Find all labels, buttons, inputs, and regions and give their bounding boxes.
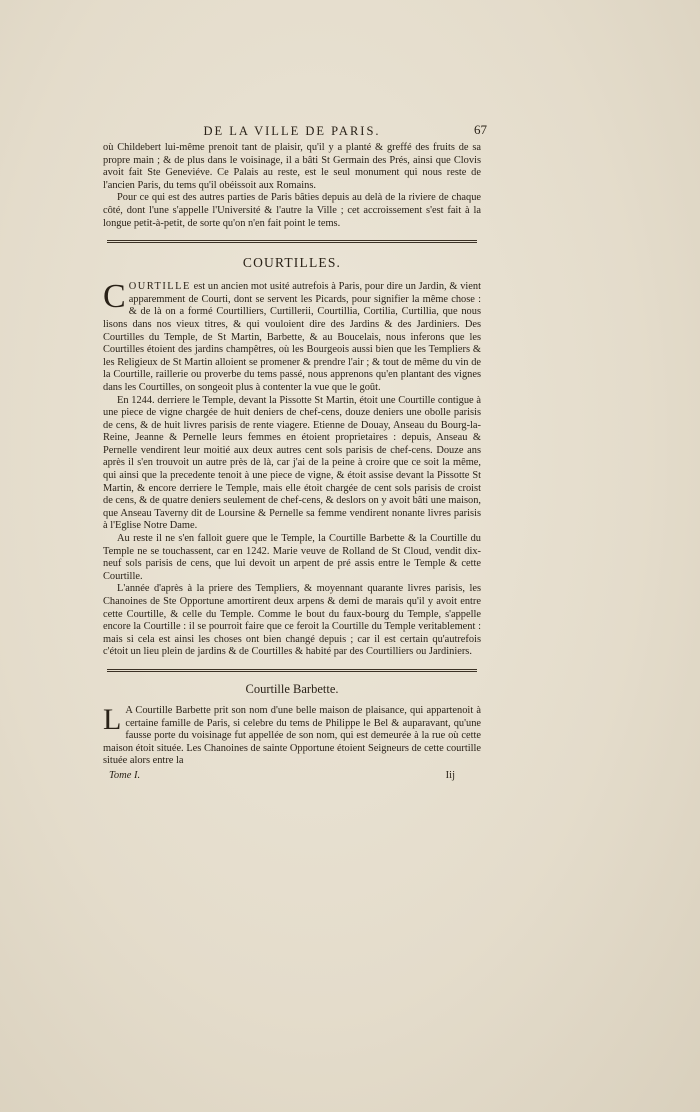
section-paragraph-1	[103, 278, 481, 394]
drop-cap: L	[103, 702, 122, 736]
subsection-divider-rule	[107, 669, 477, 672]
section-paragraph-3: Au reste il ne s'en falloit guere que le Temple, la Courtille Barbette & la Courtille du Temple ne se touchassent, car en 1242. Marie veuve de Rolland de St Cloud, vendit dix-neuf sols parisis de cens, que lui devoit un arpent de pré assis entre le Temple & cette Courtille.	[103, 533, 481, 582]
page-footer	[103, 770, 481, 784]
intro-paragraph-1: où Childebert lui-même prenoit tant de plaisir, qu'il y a planté & greffé des fruits de sa propre main ; & de plus dans le voisinage, il a bâti St Germain des Prés, ainsi que Clovis avoit fait Ste Geneviéve. Ce Palais au reste, est le seul monument qui nous reste de l'ancien Paris, du tems qu'il obéissoit aux Romains.	[103, 142, 481, 191]
section-paragraph-2: En 1244. derriere le Temple, devant la Pissotte St Martin, étoit une Courtille contigue à une piece de vigne chargée de huit deniers de chef-cens, douze deniers une obolle parisis de cens, & de huit livres parisis de rente viagere. Etienne de Douay, Anseau du Bourg-la-Reine, Jeanne & Pernelle leurs femmes en étoient proprietaires : depuis, Anseau & Pernelle vendirent leur moitié aux deux autres cent sols parisis de chef-cens. Douze ans après il s'en trouvoit un autre près de là, car j'ai de la peine à croire que ce soit la même, qui ainsi que la precedente tenoit à une piece de vigne, & étoit assise devant la Pissotte St Martin, & encore derriere le Temple, mais elle étoit chargée de cent sols parisis de croist de cens, & de quatre deniers seulement de chef-cens, & deslors on y avoit bâti une maison, que Anseau Taverny dit de Loursine & Pernelle sa femme vendirent nonante livres parisis à l'Eglise Notre Dame.	[103, 394, 481, 532]
volume-label: Tome I.	[109, 769, 141, 781]
section-paragraph-1-text: est un ancien mot usité autrefois à Paris, pour dire un Jardin, & vient apparemment de Courti, dont se servent les Picards, pour signifier la même chose : & de là on a formé Courtilliers, Curtillerii, Courtillia, Cortilia, Curtillia, que nous lisons dans nos vieux titres, & qui vouloient dire des Jardins & des Jardiniers. Des Courtilles du Temple, de St Martin, Barbette, & au Boucelais, nous inferons que les Courtilles étoient des jardins champêtres, où les Bourgeois aussi bien que les Templiers & les Religieux de St Martin alloient se promener & prendre l'air ; & tout de même du vin de la Courtille, raillerie ou proverbe du tems passé, nous apprenons qu'en plantant des vignes dans les Courtilles, on songeoit plus à contenter la vue que le goût.	[103, 281, 481, 393]
running-head	[103, 122, 487, 140]
subsection-title: Courtille Barbette.	[245, 681, 339, 696]
intro-paragraph-2: Pour ce qui est des autres parties de Paris bâties depuis au delà de la riviere de chaque côté, dont l'une s'appelle l'Université & l'autre la Ville ; cet accroissement s'est fait à la longue petit-à-petit, de sorte qu'on n'en fait point le tems.	[103, 192, 481, 229]
subsection-paragraph	[103, 702, 481, 768]
subsection-paragraph-text: A Courtille Barbette prit son nom d'une belle maison de plaisance, qui appartenoit à certaine famille de Paris, si celebre du tems de Philippe le Bel & auparavant, qu'une fausse porte du voisinage fut appellée de son nom, qui est demeurée à la rue où cette maison étoit située. Les Chanoines de sainte Opportune étoient Seigneurs de cette courtille située alors entre la	[103, 704, 481, 767]
section-title: COURTILLES.	[242, 255, 342, 271]
running-head-title: DE LA VILLE DE PARIS.	[203, 124, 381, 138]
signature-mark: Iij	[445, 769, 455, 781]
section-paragraph-4: L'année d'après à la priere des Templiers, & moyennant quarante livres parisis, les Chanoines de Ste Opportune amortirent deux arpens & demi de marais qu'il y avoit entre cette Courtille, & celle du Temple. Comme le bout du faux-bourg du Temple, s'appelle encore la Courtille : il se pourroit faire que ce feroit la Courtille du Temple veritablement : mais si cela est ainsi les choses ont bien changé depuis ; car il est certain qu'autrefois c'étoit un lieu plein de jardins & de Courtilles & habité par des Courtilliers ou Jardiniers.	[103, 583, 481, 658]
section-divider-rule	[107, 240, 477, 243]
drop-cap: C	[103, 278, 126, 316]
first-word-small-caps: OURTILLE	[128, 281, 191, 293]
book-page	[103, 122, 487, 784]
page-number: 67	[474, 122, 487, 137]
